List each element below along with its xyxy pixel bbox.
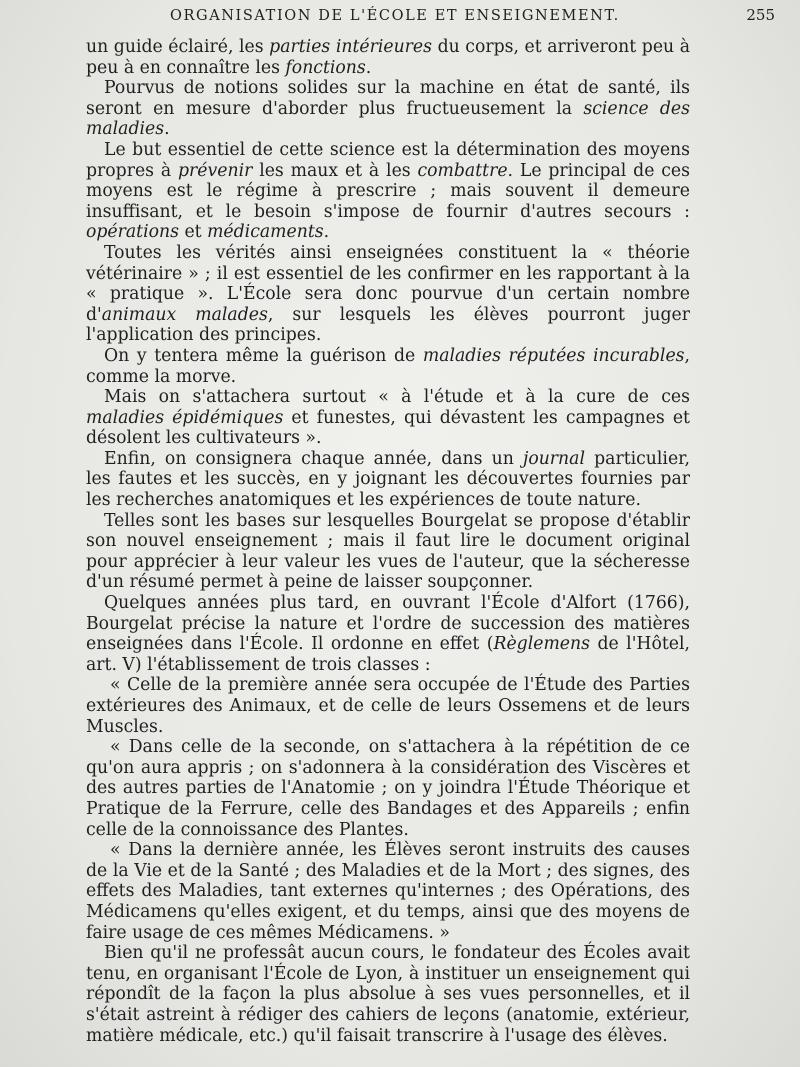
paragraph [86,675,690,737]
text-run: . [365,57,372,78]
text-run: Quelques années plus tard, en ouvrant l'École d'Alfort (1766), Bourgelat précise la nature et l'ordre de succession des matières enseignées dans l'École. Il ordonne en effet ( [86,593,690,655]
italic-text: Règlemens [493,634,590,655]
italic-text: opérations [86,222,179,243]
paragraph [86,840,690,943]
paragraph [86,37,690,78]
running-head: ORGANISATION DE L'ÉCOLE ET ENSEIGNEMENT. [170,8,620,24]
italic-text: fonctions [285,57,366,78]
paragraph [86,511,690,593]
text-run: « Dans celle de la seconde, on s'attachera à la répétition de ce qu'on aura appris ; on s'adonnera à la considération des Viscères et des autres parties de l'Anatomie ; on y joindra l'Étude Théorique et Pratique de la Ferrure, celle des Bandages et des Appareils ; enfin celle de la connoissance des Plantes. [86,737,690,840]
text-run: et [178,222,208,243]
italic-text: maladies réputées incurables [422,345,685,366]
text-run: « Dans la dernière année, les Élèves seront instruits des causes de la Vie et de la Santé ; des Maladies et de la Mort ; des signes, des effets des Maladies, tant externes qu'internes ; des Opérations, des Médicamens qu'elles exigent, et du temps, ainsi que des moyens de faire usage de ces mêmes Médicamens. » [86,840,690,943]
text-run: de l'Hôtel, art. V) l'établissement de trois classes : [86,634,691,675]
paragraph [86,346,690,387]
italic-text: combattre [417,160,508,181]
text-run: « Celle de la première année sera occupée de l'Étude des Parties extérieures des Animaux, et de celle de leurs Ossemens et de leurs Muscles. [86,675,690,737]
paragraph [86,140,690,243]
text-run: Pourvus de notions solides sur la machine en état de santé, ils seront en mesure d'aborder plus fructueusement la [86,78,690,119]
page-number: 255 [746,6,775,24]
text-run: Bien qu'il ne professât aucun cours, le fondateur des Écoles avait tenu, en organisant l'École de Lyon, à instituer un enseignement qui répondît de la façon la plus absolue à ses vues personnelles, et il s'était astreint à rédiger des cahiers de leçons (anatomie, extérieur, matière médicale, etc.) qu'il faisait transcrire à l'usage des élèves. [86,943,690,1046]
text-run: du corps, et arriveront peu à peu à en connaître les [86,37,690,78]
paragraph [86,737,690,840]
paragraph [86,387,690,449]
body-text [86,37,690,1046]
paragraph [86,593,690,675]
text-run: particulier, les fautes et les succès, en y joignant les découvertes fournies par les recherches anatomiques et les expériences de toute nature. [86,448,690,511]
italic-text: prévenir [178,160,253,181]
italic-text: science des maladies [86,98,690,140]
paragraph [86,243,690,346]
text-run: On y tentera même la guérison de [104,345,423,366]
text-run: et funestes, qui dévastent les campagnes et désolent les cultivateurs ». [86,407,690,449]
italic-text: parties intérieures [269,37,432,57]
text-run: les maux et à les [252,160,418,181]
paragraph [86,449,690,511]
italic-text: animaux malades [101,304,268,325]
text-run: un guide éclairé, les [86,37,270,57]
text-run: . Le principal de ces moyens est le régime à prescrire ; mais souvent il demeure insuffisant, et le besoin s'impose de fournir d'autres secours : [86,160,690,222]
text-run: Telles sont les bases sur lesquelles Bourgelat se propose d'établir son nouvel enseignement ; mais il faut lire le document original pour apprécier à leur valeur les vues de l'auteur, que la sécheresse d'un résumé permet à peine de laisser soupçonner. [86,510,690,593]
paragraph [86,78,690,140]
text-run: . [323,222,330,243]
italic-text: journal [522,448,585,469]
text-run: Enfin, on consignera chaque année, dans un [104,448,523,469]
italic-text: maladies épidémiques [86,407,284,428]
text-run: Mais on s'attachera surtout « à l'étude et à la cure de ces [104,387,690,408]
text-run: Le but essentiel de cette science est la détermination des moyens propres à [86,139,690,181]
text-run: Toutes les vérités ainsi enseignées constituent la « théorie vétérinaire » ; il est essentiel de les confirmer en les rapportant à la « pratique ». L'École sera donc pourvue d'un certain nombre d' [86,242,690,325]
text-run: , comme la morve. [86,345,690,387]
italic-text: médicaments [207,222,324,243]
text-run: , sur lesquels les élèves pourront juger l'application des principes. [86,304,690,346]
paragraph [86,943,690,1046]
text-run: . [164,119,170,140]
